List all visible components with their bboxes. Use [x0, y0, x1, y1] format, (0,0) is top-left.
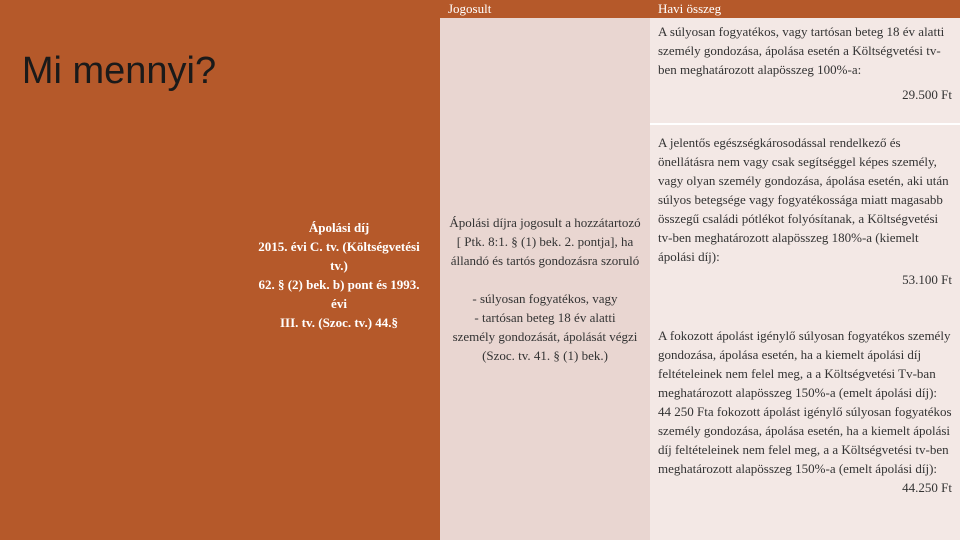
amount-row-1	[650, 18, 960, 123]
eligibility-line: - súlyosan fogyatékos, vagy	[472, 291, 618, 306]
eligibility-text	[440, 213, 650, 365]
eligibility-line: személy gondozását, ápolását végzi	[452, 329, 638, 344]
eligibility-line	[446, 270, 644, 289]
legal-basis-text	[238, 218, 440, 332]
slide-title: Mi mennyi?	[21, 50, 217, 92]
amount-row-text: A súlyosan fogyatékos, vagy tartósan beteg 18 év alatti személy gondozása, ápolása esetén a Költségvetési tv-ben meghatározott alapösszeg 100%-a:	[658, 24, 945, 77]
eligibility-line: - tartósan beteg 18 év alatti	[474, 310, 616, 325]
eligibility-line: (Szoc. tv. 41. § (1) bek.)	[482, 348, 608, 363]
legal-basis-line: 62. § (2) bek. b) pont és 1993. évi	[258, 277, 420, 311]
eligibility-line: [ Ptk. 8:1. § (1) bek. 2. pontja], ha	[456, 234, 634, 249]
amount-row-text: A jelentős egészségkárosodással rendelkező és önellátásra nem vagy csak segítséggel képes személy, vagy olyan személy gondozása, ápolása esetén, aki után súlyos betegsége vagy fogyatékossága miatt magasabb összegű családi pótlékot folyósítanak, a Költségvetési tv-ben meghatározott alapösszeg 180%-a (kiemelt ápolási díj):	[658, 135, 949, 264]
legal-basis-line: III. tv. (Szoc. tv.) 44.§	[279, 315, 399, 330]
amount-row-value: 53.100 Ft	[902, 272, 952, 287]
header-jogosult: Jogosult	[440, 0, 650, 18]
legal-basis-line: Ápolási díj	[308, 220, 370, 235]
header-havi-osszeg: Havi összeg	[650, 0, 960, 18]
amount-row-value: 44.250 Ft	[902, 480, 952, 495]
eligibility-line: Ápolási díjra jogosult a hozzátartozó	[449, 215, 641, 230]
legal-basis-line: 2015. évi C. tv. (Költségvetési tv.)	[258, 239, 420, 273]
amount-row-3	[650, 326, 960, 540]
eligibility-line: állandó és tartós gondozásra szoruló	[450, 253, 640, 268]
amount-row-2	[650, 125, 960, 326]
amount-row-text: A fokozott ápolást igénylő súlyosan fogyatékos személy gondozása, ápolása esetén, ha a kiemelt ápolási díj feltételeinek nem felel meg, a a Költségvetési Tv-ban meghatározott alapösszeg 150%-a (emelt ápolási díj): 44 250 Fta fokozott ápolást igénylő súlyosan fogyatékos személy gondozása, ápolása esetén, ha a kiemelt ápolási díj feltételeinek nem felel meg, a a Költségvetési tv-ben meghatározott alapösszeg 150%-a (emelt ápolási díj):	[658, 328, 952, 476]
amount-row-value: 29.500 Ft	[902, 87, 952, 102]
